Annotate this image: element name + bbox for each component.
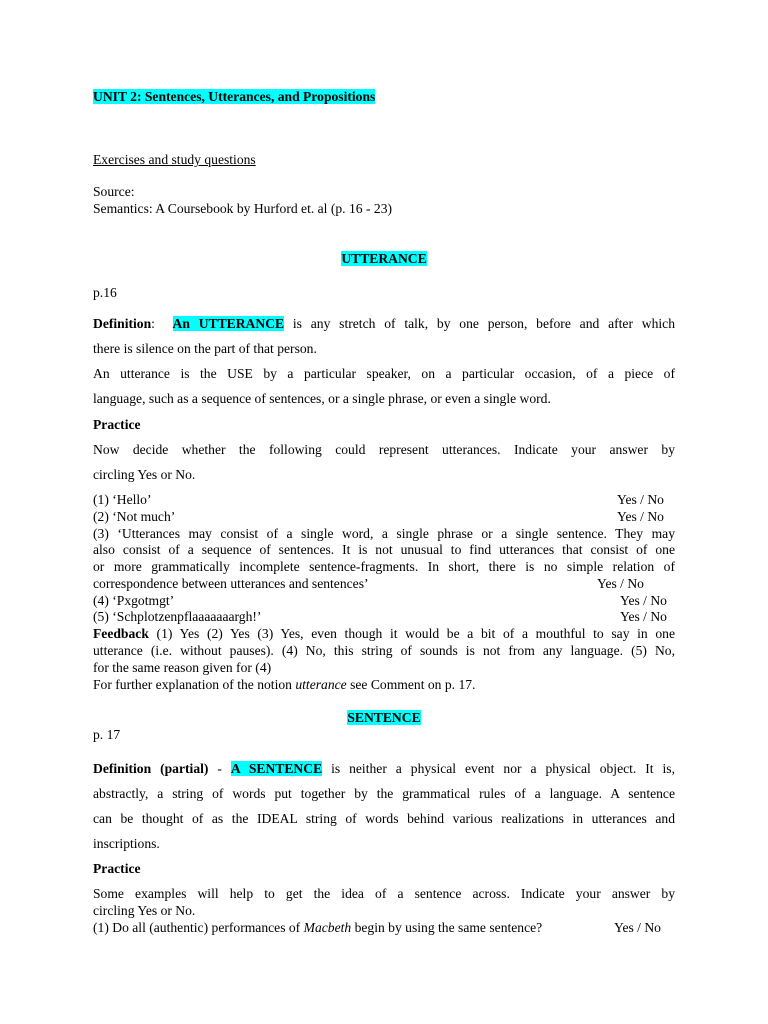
utterance-item-4: (4) ‘Pxgotmgt’: [93, 593, 175, 608]
feedback-line-2: utterance (i.e. without pauses). (4) No, this string of sounds is not from any language. (5) No,: [93, 643, 675, 658]
further-explanation: [93, 676, 475, 693]
sentence-practice-line-2: circling Yes or No.: [93, 903, 196, 918]
sentence-term: A SENTENCE: [230, 761, 323, 776]
utterance-practice-line-1: Now decide whether the following could represent utterances. Indicate your answer by: [93, 442, 675, 457]
sentence-page-ref: p. 17: [93, 727, 121, 742]
sentence-question-1: [93, 919, 542, 936]
sentence-heading-text: SENTENCE: [347, 710, 421, 725]
utterance-definition-line-1: [93, 315, 675, 332]
sentence-definition-text-1: is neither a physical event nor a physical object. It is,: [322, 761, 675, 776]
sentence-definition-line-3: can be thought of as the IDEAL string of words behind various realizations in utterances and: [93, 811, 675, 826]
feedback-text-1: (1) Yes (2) Yes (3) Yes, even though it would be a bit of a mouthful to say in one: [148, 626, 675, 641]
definition-label: Definition: [93, 316, 152, 331]
utterance-definition-line-2: there is silence on the part of that person.: [93, 341, 317, 356]
sentence-definition-line-2: abstractly, a string of words put together by the grammatical rules of a language. A sentence: [93, 786, 675, 801]
question-1-term: Macbeth: [303, 920, 352, 935]
definition-colon: :: [151, 316, 155, 331]
utterance-item-3-line-2: also consist of a sequence of sentences. It is not unusual to find utterances that consist of one: [93, 542, 675, 557]
question-1-pre: (1) Do all (authentic) performances of: [93, 920, 304, 935]
utterance-item-3-line-3: or more grammatically incomplete sentence-fragments. In short, there is no simple relation of: [93, 559, 675, 574]
utterance-item-5-answer: Yes / No: [620, 609, 667, 624]
utterance-heading: [0, 250, 768, 267]
utterance-paragraph-line-2: language, such as a sequence of sentences, or a single phrase, or even a single word.: [93, 391, 551, 406]
sentence-practice-label: Practice: [93, 861, 141, 876]
utterance-page-ref: p.16: [93, 285, 117, 300]
definition-text-1: is any stretch of talk, by one person, before and after which: [284, 316, 676, 331]
utterance-heading-text: UTTERANCE: [341, 251, 427, 266]
sentence-definition-line-1: [93, 760, 675, 777]
utterance-item-3-answer: Yes / No: [597, 576, 644, 591]
utterance-practice-label: Practice: [93, 417, 141, 432]
source-label: Source:: [93, 184, 135, 199]
sentence-definition-line-4: inscriptions.: [93, 836, 160, 851]
question-1-post: begin by using the same sentence?: [351, 920, 543, 935]
further-term: utterance: [295, 677, 347, 692]
sentence-question-1-answer: Yes / No: [614, 920, 661, 935]
utterance-item-4-answer: Yes / No: [620, 593, 667, 608]
utterance-item-3-line-1: (3) ‘Utterances may consist of a single word, a single phrase or a single sentence. They may: [93, 526, 675, 541]
feedback-line-3: for the same reason given for (4): [93, 660, 272, 675]
feedback-line-1: [93, 625, 675, 642]
unit-title: [93, 88, 375, 105]
sentence-definition-label: Definition (partial): [93, 761, 209, 776]
utterance-item-1-answer: Yes / No: [617, 492, 664, 507]
unit-title-text: UNIT 2: Sentences, Utterances, and Propositions: [93, 89, 376, 104]
sentence-heading: [0, 709, 768, 726]
sentence-practice-line-1: Some examples will help to get the idea of a sentence across. Indicate your answer by: [93, 886, 675, 901]
utterance-item-2: (2) ‘Not much’: [93, 509, 176, 524]
sentence-definition-dash: -: [208, 761, 231, 776]
utterance-practice-line-2: circling Yes or No.: [93, 467, 196, 482]
exercises-heading: Exercises and study questions: [93, 152, 256, 167]
utterance-paragraph-line-1: An utterance is the USE by a particular speaker, on a particular occasion, of a piece of: [93, 366, 675, 381]
utterance-item-5: (5) ‘Schplotzenpflaaaaaaargh!’: [93, 609, 262, 624]
utterance-term: An UTTERANCE: [172, 316, 285, 331]
utterance-item-1: (1) ‘Hello’: [93, 492, 152, 507]
utterance-item-3-line-4: correspondence between utterances and sentences’: [93, 576, 369, 591]
further-post: see Comment on p. 17.: [346, 677, 476, 692]
source-text: Semantics: A Coursebook by Hurford et. al (p. 16 - 23): [93, 201, 393, 216]
feedback-label: Feedback: [93, 626, 149, 641]
utterance-item-2-answer: Yes / No: [617, 509, 664, 524]
further-pre: For further explanation of the notion: [93, 677, 296, 692]
